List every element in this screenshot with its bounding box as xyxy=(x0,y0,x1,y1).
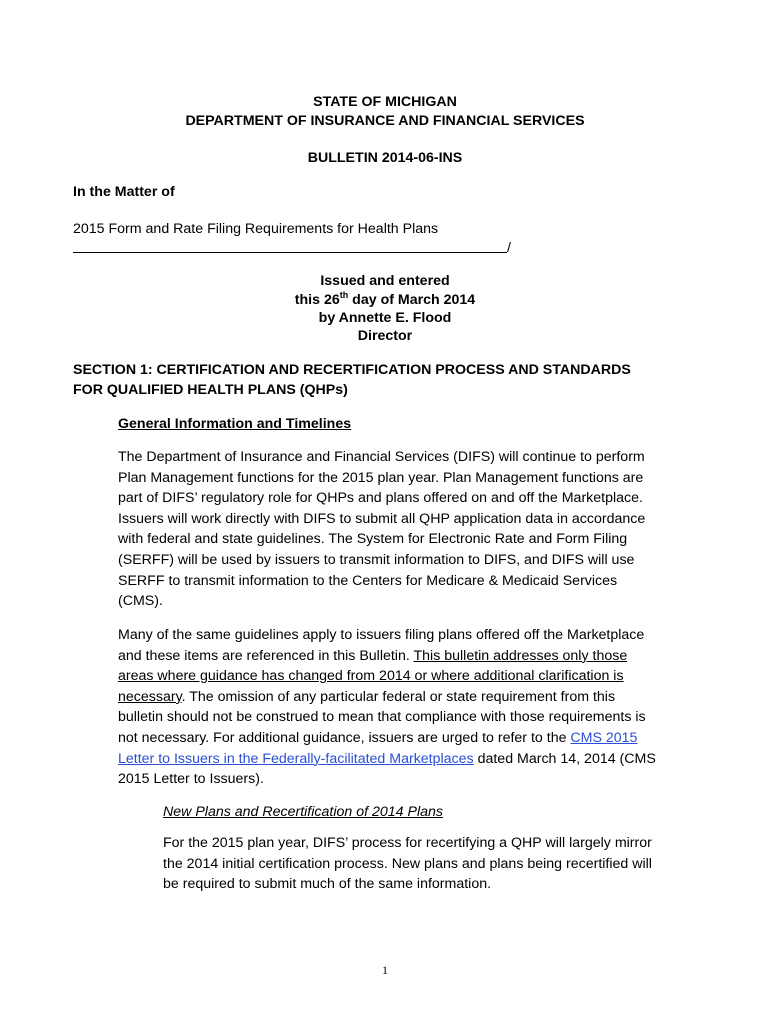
para2-line: bulletin should not be construed to mean that compliance with those requirements is xyxy=(118,709,646,726)
para1-line: The Department of Insurance and Financial Services (DIFS) will continue to perform xyxy=(118,449,645,465)
rule-slash: / xyxy=(507,240,511,256)
para2-line xyxy=(118,666,656,687)
general-paragraph-1 xyxy=(118,447,645,612)
para2-emphasis: necessary xyxy=(118,688,182,705)
issued-date-rest: day of March 2014 xyxy=(348,292,476,308)
para2-text: dated March 14, 2014 (CMS xyxy=(473,750,656,767)
recert-line: For the 2015 plan year, DIFS’ process for recertifying a QHP will largely mirror xyxy=(163,835,652,851)
para2-text: not necessary. For additional guidance, issuers are urged to refer to the xyxy=(118,729,571,746)
issued-line-3: by Annette E. Flood xyxy=(318,310,452,326)
para2-emphasis: This bulletin addresses only those xyxy=(413,647,628,664)
para1-line: Plan Management functions for the 2015 plan year. Plan Management functions are xyxy=(118,469,644,486)
cms-letter-link[interactable]: CMS 2015 xyxy=(570,729,638,746)
issued-date-prefix: this 26 xyxy=(294,292,340,308)
section1-heading-line1: SECTION 1: CERTIFICATION AND RECERTIFICATION PROCESS AND STANDARDS xyxy=(73,362,631,378)
recert-paragraph xyxy=(163,833,652,895)
issued-date-suffix: th xyxy=(339,290,349,300)
para2-line xyxy=(118,646,656,667)
para1-line: with federal and state guidelines. The System for Electronic Rate and Form Filing xyxy=(118,531,628,548)
department-title: DEPARTMENT OF INSURANCE AND FINANCIAL SERVICES xyxy=(185,113,585,129)
issued-line-1: Issued and entered xyxy=(320,273,450,289)
page-number: 1 xyxy=(382,963,388,977)
para1-line: part of DIFS’ regulatory role for QHPs and plans offered on and off the Marketplace. xyxy=(118,490,643,507)
para1-line: SERFF to transmit information to the Centers for Medicare & Medicaid Services xyxy=(118,572,618,589)
general-paragraph-2 xyxy=(118,625,656,790)
para2-line: Many of the same guidelines apply to issuers filing plans offered off the Marketplace xyxy=(118,627,645,643)
general-heading: General Information and Timelines xyxy=(118,416,352,432)
para2-emphasis: areas where guidance has changed from 2014 or where additional clarification is xyxy=(118,668,624,685)
para2-line xyxy=(118,749,656,770)
para1-line: (SERFF) will be used by issuers to transmit information to DIFS, and DIFS will use xyxy=(118,551,635,568)
recert-line: be required to submit much of the same information. xyxy=(163,876,492,893)
para2-line xyxy=(118,687,656,708)
recert-line: the 2014 initial certification process. New plans and plans being recertified will xyxy=(163,855,652,872)
para2-text: . The omission of any particular federal or state requirement from this xyxy=(181,688,616,705)
para2-line: 2015 Letter to Issuers). xyxy=(118,771,264,788)
issued-line-4: Director xyxy=(357,328,413,344)
para1-line: (CMS). xyxy=(118,593,163,610)
para1-line: Issuers will work directly with DIFS to submit all QHP application data in accordance xyxy=(118,510,646,527)
state-title: STATE OF MICHIGAN xyxy=(313,94,457,110)
issued-line-2 xyxy=(0,290,770,310)
recert-heading: New Plans and Recertification of 2014 Plans xyxy=(163,804,443,820)
cms-letter-link[interactable]: Letter to Issuers in the Federally-facilitated Marketplaces xyxy=(118,750,474,767)
matter-label: In the Matter of xyxy=(73,184,175,200)
signature-rule xyxy=(73,252,507,253)
para2-text: and these items are referenced in this Bulletin. xyxy=(118,647,414,664)
para2-line xyxy=(118,728,656,749)
bulletin-number: BULLETIN 2014-06-INS xyxy=(307,150,463,166)
matter-subject: 2015 Form and Rate Filing Requirements for Health Plans xyxy=(73,221,439,237)
section1-heading-line2: FOR QUALIFIED HEALTH PLANS (QHPs) xyxy=(73,382,348,398)
